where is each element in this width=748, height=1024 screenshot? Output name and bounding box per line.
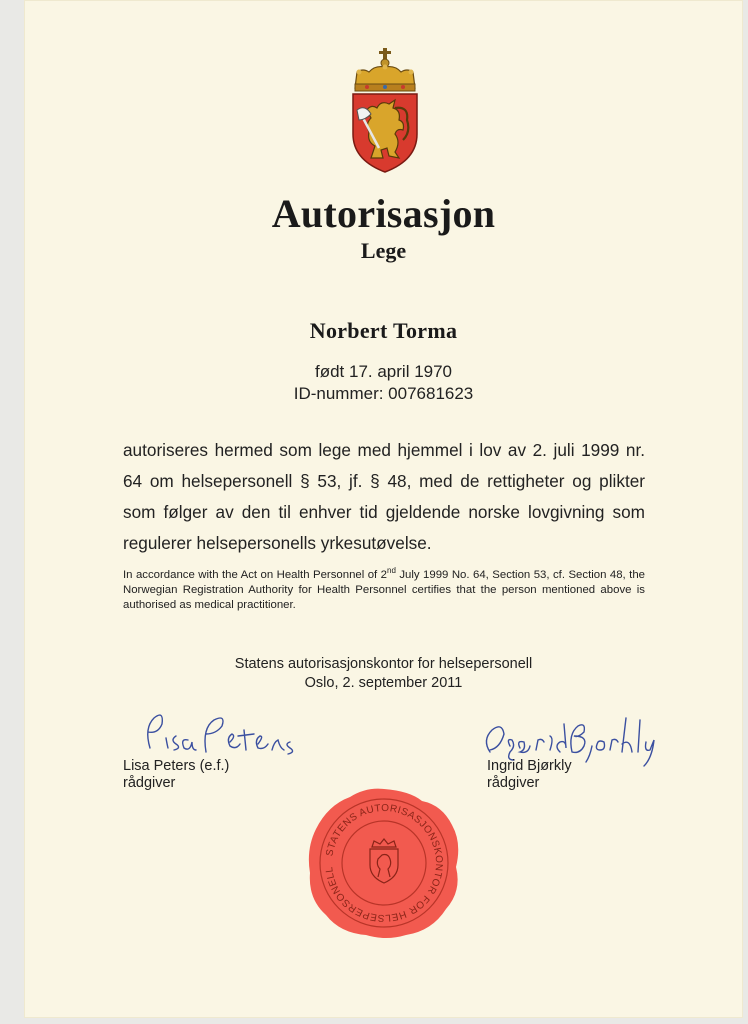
coat-of-arms-icon xyxy=(349,48,421,174)
profession-label: Lege xyxy=(360,238,407,263)
seal-inscription: STATENS AUTORISASJONSKONTOR FOR HELSEPERSONELL xyxy=(324,802,445,924)
ordinal-suffix: nd xyxy=(387,566,396,576)
signatory-2-role: rådgiver xyxy=(487,775,540,791)
signatory-1-name: Lisa Peters (e.f.) xyxy=(123,758,230,774)
place-and-date: Oslo, 2. september 2011 xyxy=(304,675,463,691)
signature-lisa-peters-icon xyxy=(140,708,300,758)
signatory-1-role: rådgiver xyxy=(123,775,176,791)
wax-seal-icon xyxy=(306,787,462,939)
authorisation-text-english xyxy=(123,568,645,613)
birth-date: født 17. april 1970 xyxy=(314,362,453,381)
document-title: Autorisasjon xyxy=(271,191,496,236)
authorisation-text-norwegian: autoriseres hermed som lege med hjemmel i lov av 2. juli 1999 nr. 64 om helsepersonell § 53, jf. § 48, med de rettigheter og plikter som følger av den til enhver tid gjeldende norske lovgivning som regulerer helsepersonells yrkesutøvelse. xyxy=(123,440,645,553)
holder-name: Norbert Torma xyxy=(309,318,458,343)
signatory-2-name: Ingrid Bjørkly xyxy=(487,758,572,774)
certificate-sheet xyxy=(24,0,743,1018)
id-number: ID-nummer: 007681623 xyxy=(293,384,474,403)
issuing-office: Statens autorisasjonskontor for helsepersonell xyxy=(234,656,533,672)
english-text-part1: In accordance with the Act on Health Personnel of 2 xyxy=(123,569,387,581)
english-text-part2: July 1999 No. 64, Section 53, cf. Section 48, the Norwegian Registration Authority for Health Personnel certifies that the person mentioned above is authorised as medical practitioner. xyxy=(123,569,645,611)
